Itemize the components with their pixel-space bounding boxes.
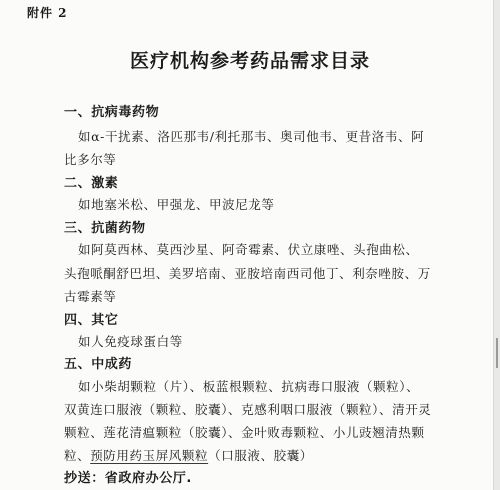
section-line-last	[64, 446, 313, 464]
section-line: 如阿莫西林、莫西沙星、阿奇霉素、伏立康唑、头孢曲松、	[78, 242, 419, 257]
section-line: 古霉素等	[64, 289, 117, 304]
underlined-phrase: 预防用药玉屏风颗粒	[90, 448, 209, 463]
cc-line: 抄送：省政府办公厅.	[64, 471, 192, 486]
section-heading-antibacterial: 三、抗菌药物	[64, 221, 146, 236]
section-line-prefix: 粒、	[64, 448, 91, 463]
section-line: 如小柴胡颗粒（片）、板蓝根颗粒、抗病毒口服液（颗粒）、	[78, 379, 420, 394]
edge-mark	[496, 338, 498, 368]
section-line: 如地塞米松、甲强龙、甲波尼龙等	[78, 197, 275, 212]
section-heading-antiviral: 一、抗病毒药物	[64, 105, 160, 120]
section-line-suffix: （口服液、胶囊）	[208, 448, 313, 463]
section-line: 如α-干扰素、洛匹那韦/利托那韦、奥司他韦、更昔洛韦、阿	[78, 129, 425, 144]
section-line: 双黄连口服液（颗粒、胶囊）、克感利咽口服液（颗粒）、清开灵	[64, 402, 432, 417]
section-line: 颗粒、莲花清瘟颗粒（胶囊）、金叶败毒颗粒、小儿豉翘清热颗	[64, 425, 425, 440]
section-heading-hormones: 二、激素	[64, 176, 119, 191]
section-line: 比多尔等	[64, 152, 117, 167]
attachment-label: 附件 2	[27, 6, 68, 20]
document-title: 医疗机构参考药品需求目录	[129, 50, 370, 72]
section-line: 如人免疫球蛋白等	[78, 334, 183, 349]
section-heading-other: 四、其它	[64, 313, 119, 328]
section-line: 头孢哌酮舒巴坦、美罗培南、亚胺培南西司他丁、利奈唑胺、万	[64, 266, 431, 281]
page-edge	[493, 0, 500, 490]
section-heading-tcm: 五、中成药	[64, 357, 133, 372]
